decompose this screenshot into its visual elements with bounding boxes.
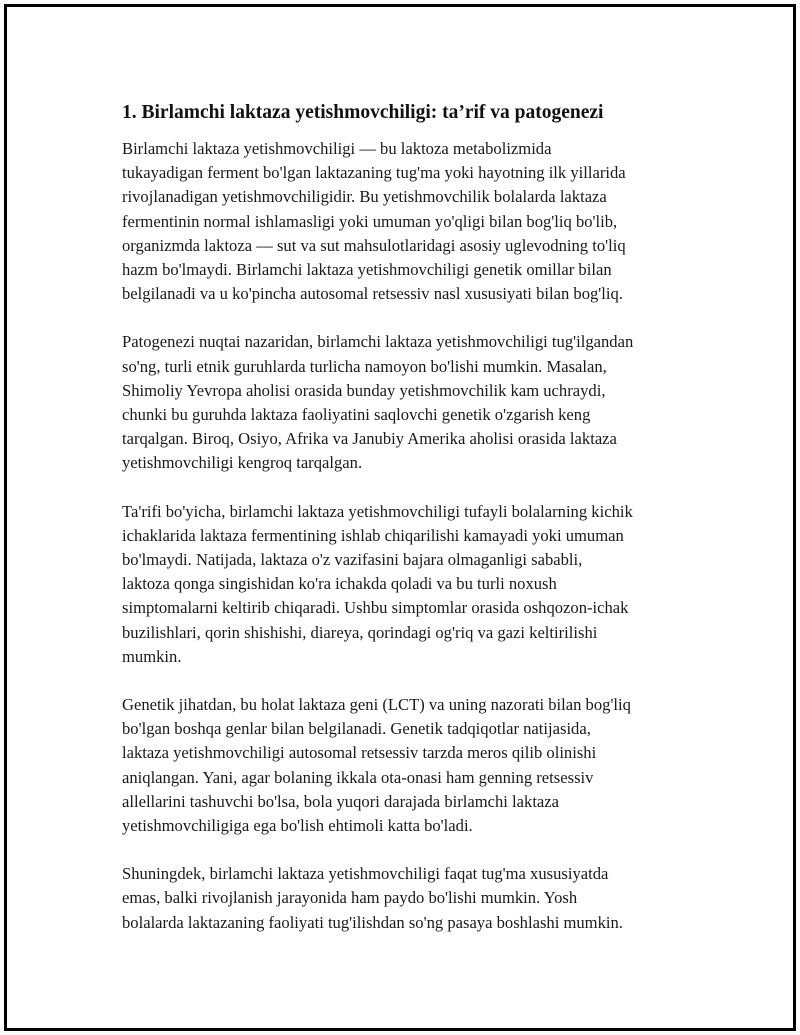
text-line: yetishmovchiligiga ega bo'lish ehtimoli katta bo'ladi. (122, 816, 473, 836)
text-line: tukayadigan ferment bo'lgan laktazaning tug'ma yoki hayotning ilk yillarida (122, 163, 626, 183)
paragraph (122, 862, 702, 935)
text-line: belgilanadi va u ko'pincha autosomal retsessiv nasl xususiyati bilan bog'liq. (122, 284, 623, 304)
page-frame (4, 4, 796, 1031)
text-line: mumkin. (122, 646, 182, 666)
text-line: chunki bu guruhda laktaza faoliyatini saqlovchi genetik o'zgarish keng (122, 405, 591, 425)
text-line: aniqlangan. Yani, agar bolaning ikkala ota-onasi ham genning retsessiv (122, 767, 594, 787)
section-title: 1. Birlamchi laktaza yetishmovchiligi: ta’rif va patogenezi (122, 102, 604, 123)
text-line: bo'lmaydi. Natijada, laktaza o'z vazifasini bajara olmaganligi sababli, (122, 550, 583, 570)
text-line: bo'lgan boshqa genlar bilan belgilanadi. Genetik tadqiqotlar natijasida, (122, 719, 591, 739)
text-line: laktaza yetishmovchiligi autosomal retsessiv tarzda meros qilib olinishi (122, 743, 597, 763)
text-line: allellarini tashuvchi bo'lsa, bola yuqori darajada birlamchi laktaza (122, 791, 560, 811)
text-line: Genetik jihatdan, bu holat laktaza geni (LCT) va uning nazorati bilan bog'liq (122, 695, 631, 715)
document-body (122, 101, 702, 959)
text-line: simptomalarni keltirib chiqaradi. Ushbu simptomlar orasida oshqozon-ichak (122, 598, 629, 618)
text-line: Shimoliy Yevropa aholisi orasida bunday yetishmovchilik kam uchraydi, (122, 380, 606, 400)
text-line: Patogenezi nuqtai nazaridan, birlamchi laktaza yetishmovchiligi tug'ilgandan (122, 332, 634, 352)
text-line: so'ng, turli etnik guruhlarda turlicha namoyon bo'lishi mumkin. Masalan, (122, 356, 607, 376)
text-line: Shuningdek, birlamchi laktaza yetishmovchiligi faqat tug'ma xususiyatda (122, 864, 609, 884)
text-line: laktoza qonga singishidan ko'ra ichakda qoladi va bu turli noxush (122, 574, 557, 594)
text-line: yetishmovchiligi kengroq tarqalgan. (122, 453, 363, 473)
text-line: ichaklarida laktaza fermentining ishlab chiqarilishi kamayadi yoki umuman (122, 525, 624, 545)
text-line: rivojlanadigan yetishmovchiligidir. Bu yetishmovchilik bolalarda laktaza (122, 187, 607, 207)
paragraph-list (122, 137, 702, 935)
text-line: Ta'rifi bo'yicha, birlamchi laktaza yetishmovchiligi tufayli bolalarning kichik (122, 501, 633, 521)
paragraph (122, 330, 702, 475)
text-line: Birlamchi laktaza yetishmovchiligi — bu laktoza metabolizmida (122, 139, 552, 158)
text-line: bolalarda laktazaning faoliyati tug'ilishdan so'ng pasaya boshlashi mumkin. (122, 912, 623, 932)
text-line: fermentinin normal ishlamasligi yoki umuman yo'qligi bilan bog'liq bo'lib, (122, 211, 618, 231)
paragraph (122, 693, 702, 838)
text-line: hazm bo'lmaydi. Birlamchi laktaza yetishmovchiligi genetik omillar bilan (122, 260, 612, 280)
text-line: organizmda laktoza — sut va sut mahsulotlaridagi asosiy uglevodning to'liq (122, 235, 626, 255)
text-line: emas, balki rivojlanish jarayonida ham paydo bo'lishi mumkin. Yosh (122, 888, 578, 908)
paragraph (122, 500, 702, 669)
text-line: tarqalgan. Biroq, Osiyo, Afrika va Janubiy Amerika aholisi orasida laktaza (122, 429, 617, 449)
text-line: buzilishlari, qorin shishishi, diareya, qorindagi og'riq va gazi keltirilishi (122, 622, 598, 642)
paragraph (122, 137, 702, 306)
